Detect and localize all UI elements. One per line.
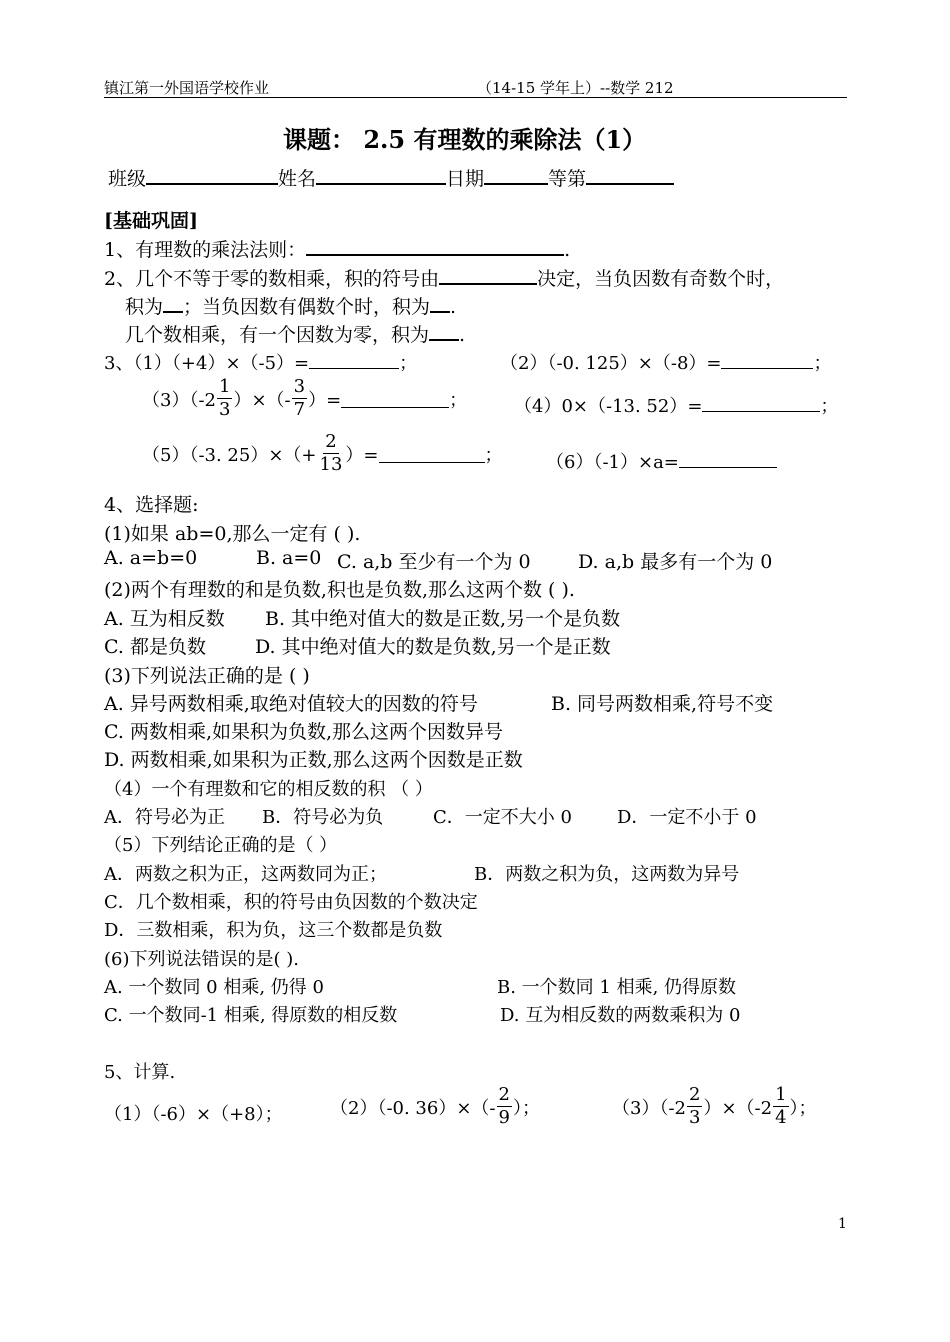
q1-text: 1、有理数的乘法法则： xyxy=(104,239,307,261)
q3-row2-right xyxy=(514,392,838,418)
q3-p3-blank[interactable] xyxy=(341,406,449,408)
q3-p3-frac2 xyxy=(292,378,307,419)
q2-line3 xyxy=(125,320,465,347)
q2-text-g: . xyxy=(459,324,466,346)
q2-text-f: 几个数相乘，有一个因数为零，积为 xyxy=(125,324,430,346)
q4-s6-optB[interactable]: B. 一个数同 1 相乘, 仍得原数 xyxy=(497,977,737,998)
q3-p3-c: ）= xyxy=(308,389,342,411)
q5-c2-frac xyxy=(497,1086,512,1127)
q4-s3-optD[interactable]: D. 两数相乘,如果积为正数,那么这两个因数是正数 xyxy=(104,749,523,771)
date-blank[interactable] xyxy=(484,183,548,185)
frac-num: 1 xyxy=(219,376,231,397)
header-term: （14-15 学年上）--数学 212 xyxy=(477,79,674,97)
q3-p2-blank[interactable] xyxy=(721,367,813,369)
frac-num: 3 xyxy=(293,376,306,397)
q2-blank-even[interactable] xyxy=(430,311,450,313)
q4-s3-optA[interactable]: A. 异号两数相乘,取绝对值较大的因数的符号 xyxy=(104,693,478,715)
section-basic: [基础巩固] xyxy=(104,210,198,232)
q2-text-b: 决定，当负因数有奇数个时， xyxy=(537,268,785,290)
q2-line2 xyxy=(125,292,456,319)
q4-s6-optA[interactable]: A. 一个数同 0 相乘, 仍得 0 xyxy=(104,977,324,998)
q4-s2-optB[interactable]: B. 其中绝对值大的数是正数,另一个是负数 xyxy=(265,608,621,630)
q4-s3-optC[interactable]: C. 两数相乘,如果积为负数,那么这两个因数异号 xyxy=(104,721,504,743)
q4-s2: (2)两个有理数的和是负数,积也是负数,那么这两个数 ( ). xyxy=(104,579,575,601)
q4-s5: （5）下列结论正确的是（ ） xyxy=(104,835,338,856)
q4-s1-optD[interactable]: D. a,b 最多有一个为 0 xyxy=(578,551,773,573)
q5-c3 xyxy=(612,1086,817,1127)
q3-prefix: 3、 xyxy=(104,353,134,374)
q4-s5-optA[interactable]: A．两数之积为正，这两数同为正； xyxy=(104,864,387,885)
q5-c2-b: ）； xyxy=(512,1097,540,1119)
date-label: 日期 xyxy=(446,168,485,190)
q1-blank[interactable] xyxy=(306,254,564,256)
q4-title: 4、选择题: xyxy=(104,494,199,516)
q4-s2-optA[interactable]: A. 互为相反数 xyxy=(104,608,225,630)
q4-s1: (1)如果 ab=0,那么一定有 ( ). xyxy=(104,523,361,545)
q3-p6-blank[interactable] xyxy=(679,466,777,468)
q5-c3-c: ）； xyxy=(789,1097,817,1119)
q3-p3-a: （3）（-2 xyxy=(142,389,216,411)
q3-p2-end: ； xyxy=(813,353,832,374)
q3-p4-blank[interactable] xyxy=(702,410,820,412)
q4-s4-optB[interactable]: B．符号必为负 xyxy=(262,807,384,828)
q3-p6: （6）（-1）×a= xyxy=(546,452,679,473)
frac-den: 3 xyxy=(219,399,231,420)
header-rule xyxy=(104,97,847,98)
q3-p2: （2）（-0. 125）×（-8）= xyxy=(500,353,722,374)
q2-text-d: ；当负因数有偶数个时，积为 xyxy=(183,296,431,318)
frac-den: 13 xyxy=(319,454,343,475)
frac-num: 2 xyxy=(498,1084,510,1105)
q5-c3-b: ）×（-2 xyxy=(703,1097,773,1119)
q3-p3-b: ）×（- xyxy=(233,389,291,411)
q2-text-e: . xyxy=(450,296,457,318)
q3-row1-right xyxy=(500,349,831,375)
q5-title: 5、计算. xyxy=(104,1062,176,1083)
q4-s5-optC[interactable]: C．几个数相乘，积的符号由负因数的个数决定 xyxy=(104,892,478,913)
q5-c3-frac1 xyxy=(687,1086,702,1127)
q4-s5-optB[interactable]: B．两数之积为负，这两数为异号 xyxy=(474,864,740,885)
grade-blank[interactable] xyxy=(586,183,674,185)
frac-den: 9 xyxy=(498,1107,510,1128)
q4-s2-optD[interactable]: D. 其中绝对值大的数是负数,另一个是正数 xyxy=(255,636,611,658)
q5-c2-a: （2）（-0. 36）×（- xyxy=(330,1097,496,1119)
q3-p5-a: （5）（-3. 25）×（+ xyxy=(142,444,317,466)
q2-blank-zero[interactable] xyxy=(429,339,459,341)
header-school: 镇江第一外国语学校作业 xyxy=(104,79,270,97)
q5-c2 xyxy=(330,1086,540,1127)
q3-p3-frac1 xyxy=(217,378,232,419)
class-label: 班级 xyxy=(108,168,147,190)
q4-s3-optB[interactable]: B. 同号两数相乘,符号不变 xyxy=(551,693,774,715)
frac-num: 2 xyxy=(689,1084,701,1105)
q2-text-a: 2、几个不等于零的数相乘，积的符号由 xyxy=(104,268,440,290)
q2-blank-sign[interactable] xyxy=(439,283,537,285)
frac-den: 7 xyxy=(293,399,306,420)
info-line xyxy=(108,164,674,191)
page-number: 1 xyxy=(838,1216,847,1232)
q5-c3-frac2 xyxy=(773,1086,788,1127)
frac-num: 2 xyxy=(325,431,337,452)
q3-p5-end: ； xyxy=(484,444,503,466)
q5-c1: （1）（-6）×（+8）； xyxy=(104,1104,283,1125)
q3-row2-left xyxy=(142,378,467,419)
frac-num: 1 xyxy=(775,1084,787,1105)
q4-s6-optC[interactable]: C. 一个数同-1 相乘, 得原数的相反数 xyxy=(104,1005,398,1026)
q4-s1-optA[interactable]: A. a=b=0 xyxy=(104,547,198,569)
q3-p4-end: ； xyxy=(820,396,839,417)
q4-s4-optC[interactable]: C．一定不大小 0 xyxy=(433,807,572,828)
name-blank[interactable] xyxy=(316,183,446,185)
q1-end: . xyxy=(564,239,571,261)
q4-s4-optD[interactable]: D．一定不小于 0 xyxy=(617,807,757,828)
frac-den: 3 xyxy=(689,1107,701,1128)
q3-row3-left xyxy=(142,433,503,474)
q4-s3: (3)下列说法正确的是 ( ) xyxy=(104,665,310,687)
q3-row1-left xyxy=(104,349,417,375)
frac-den: 4 xyxy=(775,1107,787,1128)
q3-row3-right xyxy=(546,448,777,474)
q2-line1 xyxy=(104,264,784,291)
q3-p1-blank[interactable] xyxy=(309,367,399,369)
q4-s4-optA[interactable]: A．符号必为正 xyxy=(104,807,225,828)
q1 xyxy=(104,235,570,262)
q4-s6: (6)下列说法错误的是( ). xyxy=(104,949,299,970)
grade-label: 等第 xyxy=(548,168,587,190)
q3-p5-b: ）= xyxy=(345,444,379,466)
class-blank[interactable] xyxy=(146,183,278,185)
q4-s6-optD[interactable]: D. 互为相反数的两数乘积为 0 xyxy=(500,1005,741,1026)
q3-p5-frac xyxy=(318,433,345,474)
q3-p1: （1）（+4）×（-5）= xyxy=(133,353,310,374)
q4-s2-optC[interactable]: C. 都是负数 xyxy=(104,636,206,658)
q5-c3-a: （3）（-2 xyxy=(612,1097,686,1119)
q2-text-c: 积为 xyxy=(125,296,164,318)
q3-p4: （4）0×（-13. 52）= xyxy=(514,396,703,417)
name-label: 姓名 xyxy=(278,168,317,190)
q2-blank-odd[interactable] xyxy=(163,311,183,313)
q4-s1-optC[interactable]: C. a,b 至少有一个为 0 xyxy=(337,551,531,573)
q4-s1-optB[interactable]: B. a=0 xyxy=(256,547,322,569)
q3-p3-end: ； xyxy=(449,389,468,411)
page-title: 课题： 2.5 有理数的乘除法（1） xyxy=(283,125,647,154)
q4-s4: （4）一个有理数和它的相反数的积 （ ） xyxy=(104,779,433,800)
q3-p5-blank[interactable] xyxy=(379,461,485,463)
q4-s5-optD[interactable]: D．三数相乘，积为负，这三个数都是负数 xyxy=(104,920,443,941)
q3-p1-end: ； xyxy=(399,353,418,374)
